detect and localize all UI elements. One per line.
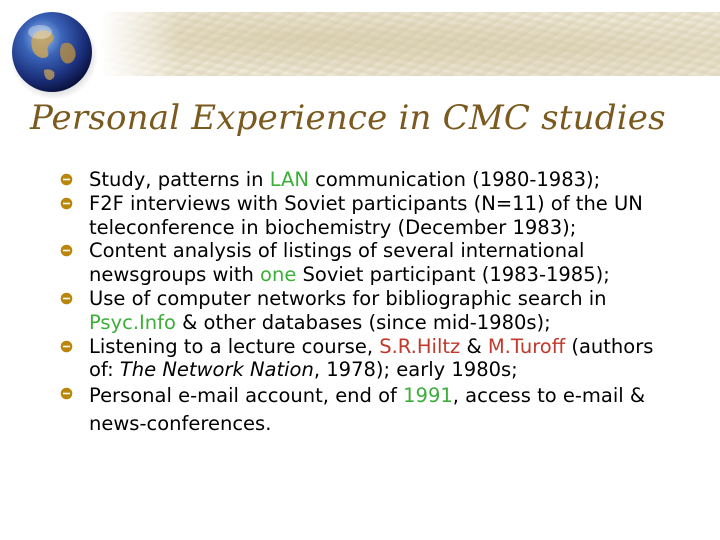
bullet-text: Listening to a lecture course, S.R.Hiltz & M.Turoff (authors of: The Network Nation, 1978); early 1980s; bbox=[89, 334, 654, 382]
bullet-icon bbox=[60, 197, 73, 210]
highlight-psycinfo: Psyc.Info bbox=[89, 310, 176, 334]
bullet-item bbox=[60, 192, 680, 240]
highlight-hiltz: S.R.Hiltz bbox=[379, 334, 461, 358]
bullet-item bbox=[60, 287, 680, 335]
book-title: The Network Nation bbox=[119, 358, 314, 382]
header-banner-fade bbox=[100, 12, 180, 76]
bullet-text: Personal e-mail account, end of 1991, access to e-mail & news-conferences. bbox=[89, 384, 646, 436]
highlight-turoff: M.Turoff bbox=[487, 334, 566, 358]
bullet-icon bbox=[60, 292, 73, 305]
bullet-icon bbox=[60, 340, 73, 353]
bullet-item bbox=[60, 382, 680, 438]
highlight-lan: LAN bbox=[269, 168, 309, 191]
highlight-1991: 1991 bbox=[403, 384, 453, 408]
slide-title: Personal Experience in CMC studies bbox=[30, 98, 666, 138]
bullet-text: Content analysis of listings of several international newsgroups with one Soviet participant (1983-1985); bbox=[89, 239, 610, 287]
header-banner bbox=[100, 12, 720, 76]
bullet-item bbox=[60, 239, 680, 287]
globe-icon bbox=[4, 4, 100, 100]
bullet-item bbox=[60, 335, 680, 383]
bullet-icon bbox=[60, 173, 73, 186]
bullet-text: Study, patterns in LAN communication (1980-1983); bbox=[89, 168, 601, 191]
bullet-text: F2F interviews with Soviet participants (N=11) of the UN teleconference in biochemistry (December 1983); bbox=[89, 191, 643, 239]
bullet-icon bbox=[60, 244, 73, 257]
bullet-list bbox=[60, 168, 680, 438]
bullet-text: Use of computer networks for bibliographic search in Psyc.Info & other databases (since mid-1980s); bbox=[89, 286, 607, 334]
highlight-one: one bbox=[260, 263, 297, 287]
bullet-icon bbox=[60, 387, 73, 400]
bullet-item bbox=[60, 168, 680, 192]
